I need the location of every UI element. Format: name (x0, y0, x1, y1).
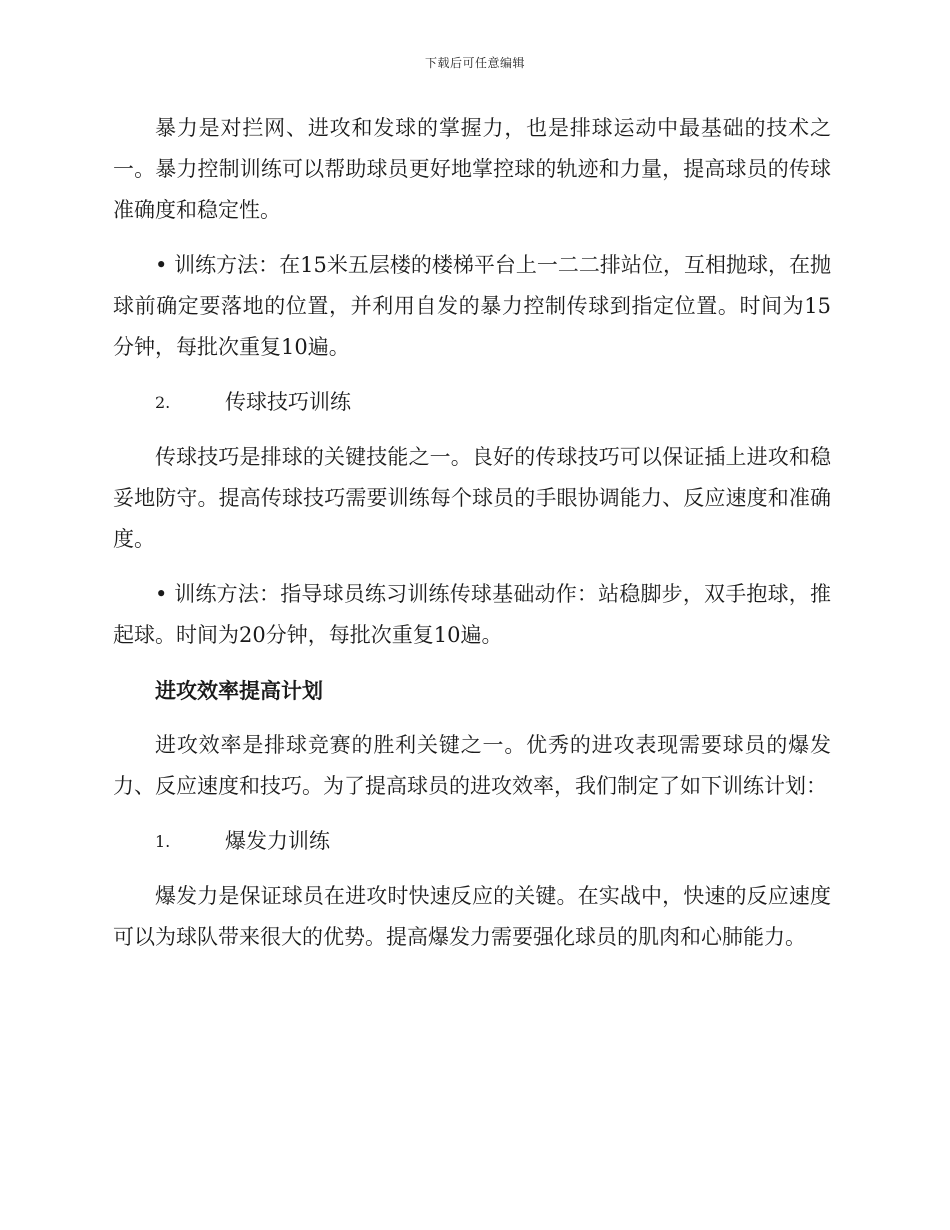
paragraph-training-method-1: • 训练方法：在15米五层楼的楼梯平台上一二二排站位，互相抛球，在抛球前确定要落地的位置，并利用自发的暴力控制传球到指定位置。时间为15分钟，每批次重复10遍。 (113, 253, 831, 359)
document-body (113, 108, 831, 972)
numbered-heading-passing (113, 382, 831, 423)
heading-number: 2. (155, 393, 171, 412)
paragraph-training-method-2: • 训练方法：指导球员练习训练传球基础动作：站稳脚步，双手抱球，推起球。时间为20分钟，每批次重复10遍。 (113, 582, 831, 647)
paragraph-attack-efficiency: 进攻效率是排球竞赛的胜利关键之一。优秀的进攻表现需要球员的爆发力、反应速度和技巧。为了提高球员的进攻效率，我们制定了如下训练计划： (113, 733, 831, 798)
heading-text: 爆发力训练 (225, 829, 330, 853)
heading-text: 传球技巧训练 (225, 390, 351, 414)
page-header: 下载后可任意编辑 (424, 56, 525, 70)
heading-number: 1. (155, 832, 171, 851)
paragraph-power-control: 暴力是对拦网、进攻和发球的掌握力，也是排球运动中最基础的技术之一。暴力控制训练可以帮助球员更好地掌控球的轨迹和力量，提高球员的传球准确度和稳定性。 (113, 116, 831, 222)
section-title-attack-efficiency: 进攻效率提高计划 (155, 678, 323, 703)
numbered-heading-explosive-power (113, 821, 831, 862)
paragraph-passing-skill: 传球技巧是排球的关键技能之一。良好的传球技巧可以保证插上进攻和稳妥地防守。提高传球技巧需要训练每个球员的手眼协调能力、反应速度和准确度。 (113, 445, 831, 551)
paragraph-explosive-power: 爆发力是保证球员在进攻时快速反应的关键。在实战中，快速的反应速度可以为球队带来很大的优势。提高爆发力需要强化球员的肌肉和心肺能力。 (113, 884, 831, 949)
